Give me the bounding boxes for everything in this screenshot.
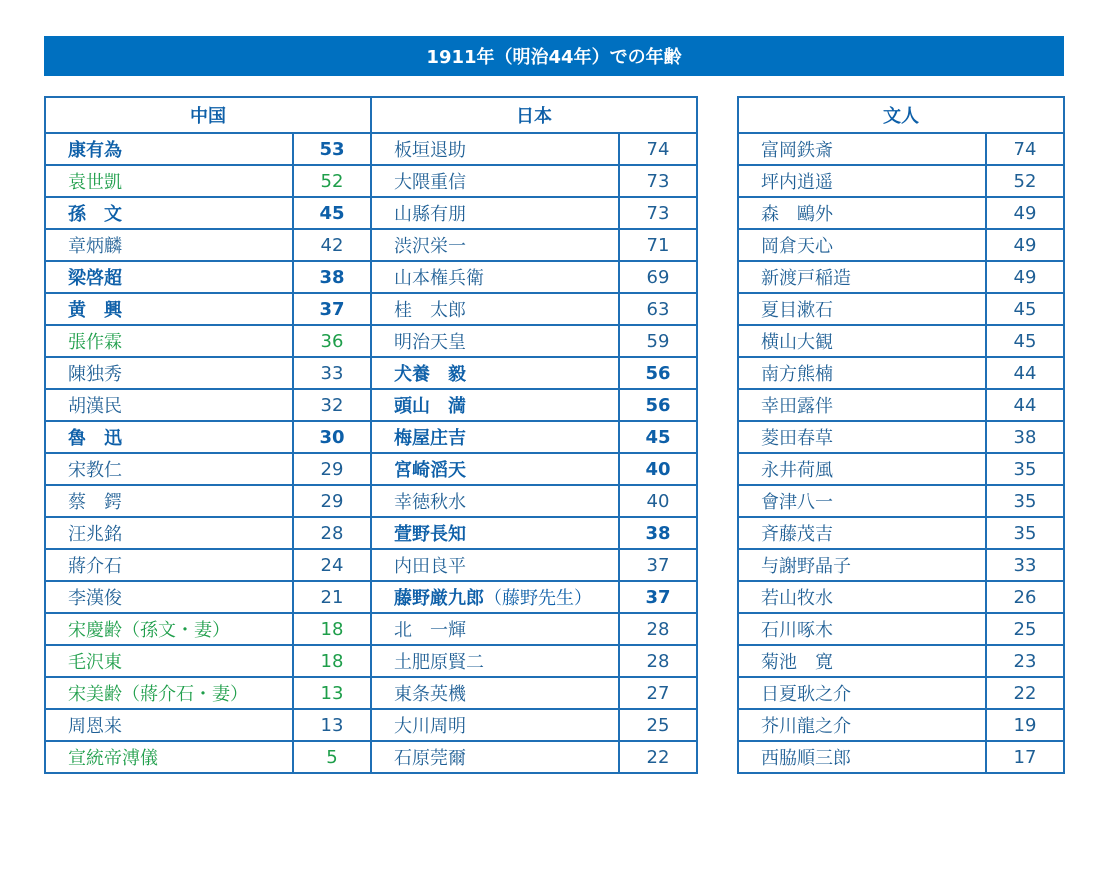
person-name: 袁世凱 xyxy=(68,172,122,193)
age-cell: 37 xyxy=(619,581,697,613)
table-row xyxy=(738,421,1064,453)
table-header-japan: 日本 xyxy=(371,97,697,133)
person-name: 蔣介石 xyxy=(68,556,122,577)
person-name: 宣統帝溥儀 xyxy=(68,748,158,769)
person-name-cell xyxy=(45,613,293,645)
table-row xyxy=(371,517,697,549)
age-cell: 33 xyxy=(986,549,1064,581)
table-row xyxy=(738,165,1064,197)
age-cell: 35 xyxy=(986,517,1064,549)
person-name: 南方熊楠 xyxy=(761,364,833,385)
age-cell: 28 xyxy=(619,613,697,645)
person-name: 李漢俊 xyxy=(68,588,122,609)
person-name: 北 一輝 xyxy=(394,620,466,641)
person-name: 与謝野晶子 xyxy=(761,556,851,577)
age-cell: 38 xyxy=(293,261,371,293)
person-name: 東条英機 xyxy=(394,684,466,705)
age-cell: 52 xyxy=(293,165,371,197)
person-name-cell xyxy=(371,165,619,197)
person-name: 孫 文 xyxy=(68,204,122,225)
table-row xyxy=(45,293,371,325)
person-name-cell xyxy=(738,165,986,197)
person-name-cell xyxy=(45,677,293,709)
table-row xyxy=(371,645,697,677)
person-name-cell xyxy=(371,677,619,709)
person-name-cell xyxy=(371,357,619,389)
person-name: 岡倉天心 xyxy=(761,236,833,257)
table-row xyxy=(45,741,371,773)
age-cell: 45 xyxy=(986,325,1064,357)
person-name-cell xyxy=(738,581,986,613)
table-row xyxy=(371,613,697,645)
person-name-cell xyxy=(738,485,986,517)
table-row xyxy=(371,581,697,613)
person-name-cell xyxy=(371,389,619,421)
table-row xyxy=(45,421,371,453)
age-cell: 73 xyxy=(619,165,697,197)
person-name-cell xyxy=(45,165,293,197)
person-name: 魯 迅 xyxy=(68,428,122,449)
age-cell: 44 xyxy=(986,389,1064,421)
person-name-cell xyxy=(45,357,293,389)
page-title: 1911年（明治44年）での年齢 xyxy=(44,36,1064,76)
table-row xyxy=(738,389,1064,421)
person-name-cell xyxy=(45,549,293,581)
age-cell: 18 xyxy=(293,645,371,677)
age-cell: 71 xyxy=(619,229,697,261)
table-row xyxy=(45,229,371,261)
person-name-cell xyxy=(45,293,293,325)
age-cell: 23 xyxy=(986,645,1064,677)
age-cell: 17 xyxy=(986,741,1064,773)
table-row xyxy=(738,485,1064,517)
person-name: 汪兆銘 xyxy=(68,524,122,545)
bunjin-age-table xyxy=(737,96,1065,774)
table-row xyxy=(738,453,1064,485)
age-cell: 35 xyxy=(986,485,1064,517)
age-cell: 45 xyxy=(293,197,371,229)
person-name: 斉藤茂吉 xyxy=(761,524,833,545)
person-name: 西脇順三郎 xyxy=(761,748,851,769)
age-cell: 5 xyxy=(293,741,371,773)
age-cell: 40 xyxy=(619,453,697,485)
person-name-cell xyxy=(371,517,619,549)
person-name: 頭山 満 xyxy=(394,396,466,417)
person-name: 坪内逍遥 xyxy=(761,172,833,193)
age-cell: 73 xyxy=(619,197,697,229)
table-row xyxy=(45,485,371,517)
person-name-cell xyxy=(371,229,619,261)
person-name-cell xyxy=(371,293,619,325)
table-header-china: 中国 xyxy=(45,97,371,133)
person-name-cell xyxy=(371,453,619,485)
person-name-cell xyxy=(371,709,619,741)
person-name: 萱野長知 xyxy=(394,524,466,545)
table-row xyxy=(371,293,697,325)
person-name-cell xyxy=(738,197,986,229)
table-row xyxy=(371,453,697,485)
person-name-cell xyxy=(45,389,293,421)
table-row xyxy=(738,581,1064,613)
person-note: （藤野先生） xyxy=(484,588,592,609)
person-name-cell xyxy=(738,549,986,581)
person-name: 大川周明 xyxy=(394,716,466,737)
table-row xyxy=(738,645,1064,677)
age-cell: 21 xyxy=(293,581,371,613)
age-cell: 59 xyxy=(619,325,697,357)
person-name-cell xyxy=(371,325,619,357)
person-name: 板垣退助 xyxy=(394,140,466,161)
person-name-cell xyxy=(371,261,619,293)
age-cell: 38 xyxy=(619,517,697,549)
person-name-cell xyxy=(371,581,619,613)
person-name-cell xyxy=(45,421,293,453)
table-row xyxy=(371,549,697,581)
age-cell: 49 xyxy=(986,229,1064,261)
age-cell: 18 xyxy=(293,613,371,645)
table-row xyxy=(738,741,1064,773)
age-cell: 52 xyxy=(986,165,1064,197)
table-row xyxy=(45,709,371,741)
table-row xyxy=(738,549,1064,581)
person-name: 菊池 寛 xyxy=(761,652,833,673)
person-name: 陳独秀 xyxy=(68,364,122,385)
person-name: 富岡鉄斎 xyxy=(761,140,833,161)
person-name-cell xyxy=(45,741,293,773)
table-row xyxy=(738,613,1064,645)
table-row xyxy=(371,357,697,389)
person-name: 張作霖 xyxy=(68,332,122,353)
age-cell: 25 xyxy=(619,709,697,741)
age-cell: 28 xyxy=(293,517,371,549)
person-name-cell xyxy=(371,645,619,677)
person-name-cell xyxy=(738,709,986,741)
age-cell: 27 xyxy=(619,677,697,709)
age-cell: 63 xyxy=(619,293,697,325)
person-name-cell xyxy=(738,357,986,389)
person-name: 宋教仁 xyxy=(68,460,122,481)
table-row xyxy=(45,325,371,357)
age-cell: 49 xyxy=(986,261,1064,293)
age-cell: 19 xyxy=(986,709,1064,741)
person-name: 章炳麟 xyxy=(68,236,122,257)
person-name: 内田良平 xyxy=(394,556,466,577)
person-name: 宋慶齢（孫文・妻） xyxy=(68,620,230,641)
person-name-cell xyxy=(738,389,986,421)
table-row xyxy=(371,197,697,229)
person-name: 胡漢民 xyxy=(68,396,122,417)
table-row xyxy=(45,197,371,229)
person-name-cell xyxy=(371,197,619,229)
china-age-table xyxy=(44,96,372,774)
table-row xyxy=(45,677,371,709)
japan-age-table xyxy=(370,96,698,774)
age-cell: 28 xyxy=(619,645,697,677)
person-name-cell xyxy=(738,645,986,677)
age-cell: 22 xyxy=(619,741,697,773)
person-name-cell xyxy=(45,645,293,677)
table-row xyxy=(738,517,1064,549)
person-name-cell xyxy=(738,261,986,293)
person-name-cell xyxy=(371,741,619,773)
table-row xyxy=(738,709,1064,741)
table-row xyxy=(738,293,1064,325)
person-name: 梁啓超 xyxy=(68,268,122,289)
person-name: 毛沢東 xyxy=(68,652,122,673)
table-row xyxy=(371,677,697,709)
age-cell: 26 xyxy=(986,581,1064,613)
table-row xyxy=(738,197,1064,229)
person-name-cell xyxy=(738,741,986,773)
person-name-cell xyxy=(45,517,293,549)
table-row xyxy=(738,325,1064,357)
person-name: 桂 太郎 xyxy=(394,300,466,321)
table-row xyxy=(371,133,697,165)
person-name: 明治天皇 xyxy=(394,332,466,353)
age-cell: 37 xyxy=(619,549,697,581)
person-name-cell xyxy=(738,453,986,485)
person-name: 芥川龍之介 xyxy=(761,716,851,737)
person-name-cell xyxy=(45,133,293,165)
person-name: 山縣有朋 xyxy=(394,204,466,225)
person-name: 藤野厳九郎 xyxy=(394,588,484,609)
person-name-cell xyxy=(371,421,619,453)
person-name-cell xyxy=(371,549,619,581)
person-name-cell xyxy=(45,325,293,357)
age-cell: 40 xyxy=(619,485,697,517)
table-row xyxy=(45,613,371,645)
person-name: 犬養 毅 xyxy=(394,364,466,385)
age-cell: 42 xyxy=(293,229,371,261)
table-row xyxy=(45,165,371,197)
table-row xyxy=(738,357,1064,389)
table-row xyxy=(371,485,697,517)
person-name: 宋美齢（蔣介石・妻） xyxy=(68,684,248,705)
table-row xyxy=(738,229,1064,261)
person-name: 山本権兵衛 xyxy=(394,268,484,289)
person-name-cell xyxy=(45,261,293,293)
person-name: 菱田春草 xyxy=(761,428,833,449)
age-cell: 37 xyxy=(293,293,371,325)
person-name: 蔡 鍔 xyxy=(68,492,122,513)
person-name-cell xyxy=(371,613,619,645)
table-row xyxy=(45,133,371,165)
person-name: 黄 興 xyxy=(68,300,122,321)
person-name-cell xyxy=(45,229,293,261)
person-name-cell xyxy=(738,677,986,709)
age-cell: 38 xyxy=(986,421,1064,453)
table-row xyxy=(45,517,371,549)
age-cell: 13 xyxy=(293,709,371,741)
person-name: 梅屋庄吉 xyxy=(394,428,466,449)
table-row xyxy=(45,549,371,581)
person-name-cell xyxy=(45,197,293,229)
age-cell: 35 xyxy=(986,453,1064,485)
person-name-cell xyxy=(738,133,986,165)
person-name: 渋沢栄一 xyxy=(394,236,466,257)
person-name: 康有為 xyxy=(68,140,122,161)
person-name-cell xyxy=(45,485,293,517)
person-name: 日夏耿之介 xyxy=(761,684,851,705)
age-cell: 56 xyxy=(619,357,697,389)
person-name: 幸田露伴 xyxy=(761,396,833,417)
age-cell: 36 xyxy=(293,325,371,357)
age-cell: 74 xyxy=(619,133,697,165)
person-name-cell xyxy=(738,229,986,261)
person-name: 土肥原賢二 xyxy=(394,652,484,673)
table-row xyxy=(45,453,371,485)
person-name: 宮崎滔天 xyxy=(394,460,466,481)
table-row xyxy=(738,133,1064,165)
age-cell: 69 xyxy=(619,261,697,293)
person-name-cell xyxy=(738,293,986,325)
person-name-cell xyxy=(738,517,986,549)
table-row xyxy=(371,709,697,741)
person-name-cell xyxy=(738,613,986,645)
person-name-cell xyxy=(738,325,986,357)
age-cell: 24 xyxy=(293,549,371,581)
age-cell: 49 xyxy=(986,197,1064,229)
person-name-cell xyxy=(45,453,293,485)
age-cell: 30 xyxy=(293,421,371,453)
person-name: 周恩来 xyxy=(68,716,122,737)
person-name-cell xyxy=(371,133,619,165)
age-cell: 33 xyxy=(293,357,371,389)
person-name: 夏目漱石 xyxy=(761,300,833,321)
table-row xyxy=(371,389,697,421)
table-row xyxy=(371,421,697,453)
age-cell: 44 xyxy=(986,357,1064,389)
age-cell: 13 xyxy=(293,677,371,709)
age-cell: 32 xyxy=(293,389,371,421)
age-cell: 29 xyxy=(293,453,371,485)
table-row xyxy=(738,677,1064,709)
person-name: 森 鷗外 xyxy=(761,204,833,225)
age-cell: 56 xyxy=(619,389,697,421)
person-name-cell xyxy=(738,421,986,453)
age-cell: 25 xyxy=(986,613,1064,645)
person-name: 新渡戸稲造 xyxy=(761,268,851,289)
age-cell: 22 xyxy=(986,677,1064,709)
person-name: 若山牧水 xyxy=(761,588,833,609)
person-name-cell xyxy=(371,485,619,517)
table-row xyxy=(371,165,697,197)
person-name: 幸徳秋水 xyxy=(394,492,466,513)
age-cell: 45 xyxy=(619,421,697,453)
table-row xyxy=(738,261,1064,293)
person-name: 石川啄木 xyxy=(761,620,833,641)
table-row xyxy=(371,325,697,357)
person-name-cell xyxy=(45,581,293,613)
age-cell: 45 xyxy=(986,293,1064,325)
table-row xyxy=(45,389,371,421)
table-row xyxy=(45,357,371,389)
person-name: 横山大観 xyxy=(761,332,833,353)
table-row xyxy=(371,741,697,773)
person-name: 會津八一 xyxy=(761,492,833,513)
person-name-cell xyxy=(45,709,293,741)
age-cell: 74 xyxy=(986,133,1064,165)
table-row xyxy=(371,229,697,261)
table-row xyxy=(45,581,371,613)
table-row xyxy=(45,261,371,293)
age-cell: 29 xyxy=(293,485,371,517)
person-name: 大隈重信 xyxy=(394,172,466,193)
person-name: 石原莞爾 xyxy=(394,748,466,769)
table-row xyxy=(371,261,697,293)
age-cell: 53 xyxy=(293,133,371,165)
table-header-bunjin: 文人 xyxy=(738,97,1064,133)
table-row xyxy=(45,645,371,677)
person-name: 永井荷風 xyxy=(761,460,833,481)
